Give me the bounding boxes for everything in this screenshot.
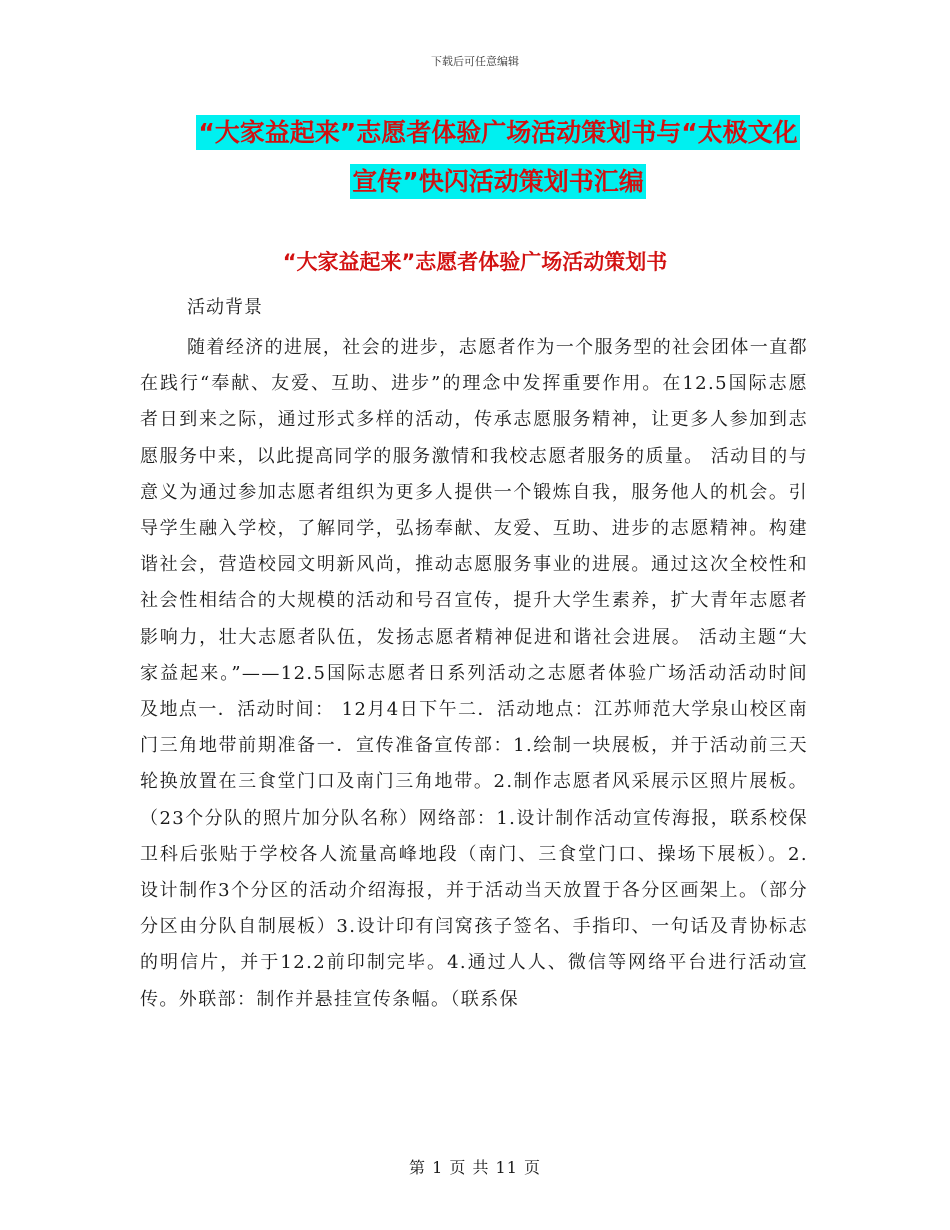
section-title: “大家益起来”志愿者体验广场活动策划书 bbox=[282, 250, 668, 274]
document-title bbox=[188, 108, 808, 206]
header-note: 下载后可任意编辑 bbox=[431, 55, 519, 68]
document-title-text: “大家益起来”志愿者体验广场活动策划书与“太极文化宣传”快闪活动策划书汇编 bbox=[196, 115, 799, 199]
body-paragraph: 随着经济的进展，社会的进步，志愿者作为一个服务型的社会团体一直都在践行“奉献、友爱、互助、进步”的理念中发挥重要作用。在12.5国际志愿者日到来之际，通过形式多样的活动，传承志愿服务精神，让更多人参加到志愿服务中来，以此提高同学的服务激情和我校志愿者服务的质量。 活动目的与意义为通过参加志愿者组织为更多人提供一个锻炼自我，服务他人的机会。引导学生融入学校，了解同学，弘扬奉献、友爱、互助、进步的志愿精神。构建谐社会，营造校园文明新风尚，推动志愿服务事业的进展。通过这次全校性和社会性相结合的大规模的活动和号召宣传，提升大学生素养，扩大青年志愿者影响力，壮大志愿者队伍，发扬志愿者精神促进和谐社会进展。 活动主题“大家益起来。”——12.5国际志愿者日系列活动之志愿者体验广场活动活动时间及地点一．活动时间： 12月4日下午二．活动地点：江苏师范大学泉山校区南门三角地带前期准备一．宣传准备宣传部：1.绘制一块展板，并于活动前三天轮换放置在三食堂门口及南门三角地带。2.制作志愿者风采展示区照片展板。（23个分队的照片加分队名称）网络部：1.设计制作活动宣传海报，联系校保卫科后张贴于学校各人流量高峰地段（南门、三食堂门口、操场下展板）。2.设计制作3个分区的活动介绍海报，并于活动当天放置于各分区画架上。（部分分区由分队自制展板）3.设计印有闫窝孩子签名、手指印、一句话及青协标志的明信片，并于12.2前印制完毕。4.通过人人、微信等网络平台进行活动宣传。外联部：制作并悬挂宣传条幅。（联系保 bbox=[140, 337, 808, 1010]
section-label: 活动背景 bbox=[187, 297, 263, 318]
page-footer: 第 1 页 共 11 页 bbox=[409, 1158, 541, 1177]
